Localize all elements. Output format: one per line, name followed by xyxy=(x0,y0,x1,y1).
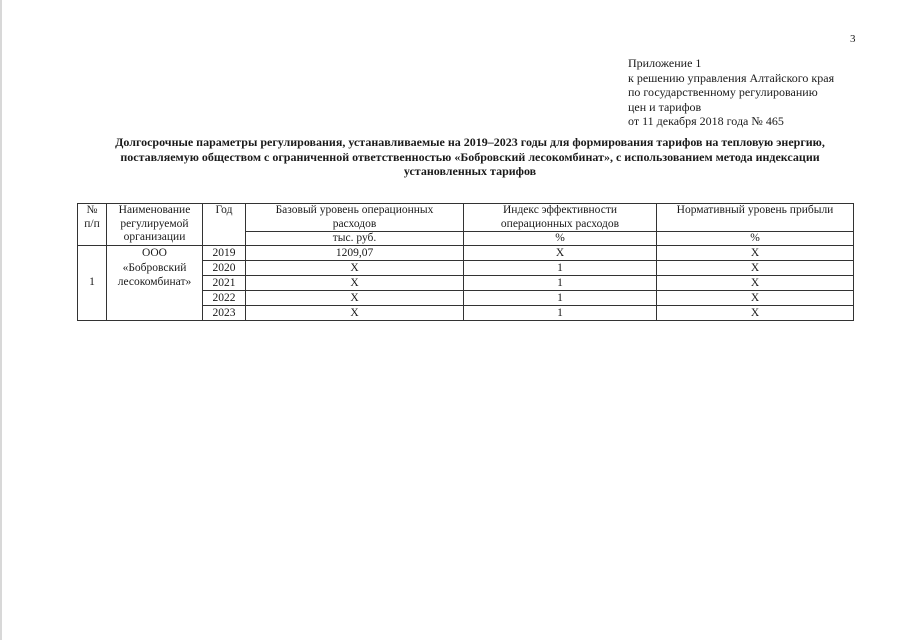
page-number: 3 xyxy=(850,33,856,45)
appendix-block xyxy=(628,56,834,129)
cell-base: X xyxy=(246,306,464,321)
appendix-line: Приложение 1 xyxy=(628,56,702,70)
unit-profit: % xyxy=(657,232,854,246)
cell-index: 1 xyxy=(464,276,657,291)
document-title xyxy=(70,135,870,179)
unit-index: % xyxy=(464,232,657,246)
cell-profit: X xyxy=(657,261,854,276)
cell-year: 2021 xyxy=(203,276,246,291)
appendix-line: цен и тарифов xyxy=(628,99,702,114)
cell-base: X xyxy=(246,276,464,291)
cell-profit: X xyxy=(657,291,854,306)
header-base-line: Базовый уровень операционных xyxy=(275,204,434,216)
cell-year: 2019 xyxy=(203,246,246,261)
header-number xyxy=(78,204,107,246)
title-line: Долгосрочные параметры регулирования, устанавливаемые на 2019–2023 годы для формирования тарифов на тепловую энергию, xyxy=(115,135,825,149)
cell-profit: X xyxy=(657,246,854,261)
cell-index: 1 xyxy=(464,291,657,306)
header-efficiency-index xyxy=(464,204,657,232)
title-line: установленных тарифов xyxy=(403,164,537,178)
cell-year: 2023 xyxy=(203,306,246,321)
organization-name xyxy=(107,246,203,321)
header-organization xyxy=(107,204,203,246)
cell-base: 1209,07 xyxy=(246,246,464,261)
cell-year: 2022 xyxy=(203,291,246,306)
header-organization-line: организации xyxy=(123,231,186,243)
table-row xyxy=(78,246,854,261)
header-base-level xyxy=(246,204,464,232)
scan-edge xyxy=(0,0,2,640)
header-number-line: № xyxy=(86,204,98,216)
header-organization-line: регулируемой xyxy=(120,217,189,230)
appendix-line: к решению управления Алтайского края xyxy=(628,70,835,85)
header-organization-line: Наименование xyxy=(118,204,191,216)
header-index-line: Индекс эффективности xyxy=(502,204,618,216)
header-base-line: расходов xyxy=(332,217,377,230)
parameters-table xyxy=(77,203,854,321)
row-number: 1 xyxy=(78,246,107,321)
cell-profit: X xyxy=(657,306,854,321)
table-header-row xyxy=(78,204,854,232)
cell-base: X xyxy=(246,291,464,306)
organization-line: ООО xyxy=(142,247,167,259)
header-number-line: п/п xyxy=(84,217,100,230)
cell-year: 2020 xyxy=(203,261,246,276)
organization-line: «Бобровский xyxy=(122,261,187,274)
cell-index: 1 xyxy=(464,306,657,321)
cell-index: 1 xyxy=(464,261,657,276)
cell-index: X xyxy=(464,246,657,261)
cell-base: X xyxy=(246,261,464,276)
header-profit-level: Нормативный уровень прибыли xyxy=(657,204,854,232)
appendix-line: от 11 декабря 2018 года № 465 xyxy=(628,114,784,129)
header-index-line: операционных расходов xyxy=(500,217,620,230)
unit-base: тыс. руб. xyxy=(246,232,464,246)
cell-profit: X xyxy=(657,276,854,291)
organization-line: лесокомбинат» xyxy=(117,276,192,288)
header-year: Год xyxy=(203,204,246,246)
appendix-line: по государственному регулированию xyxy=(628,85,818,100)
title-line: поставляемую обществом с ограниченной ответственностью «Бобровский лесокомбинат», с использованием метода индексации xyxy=(120,149,820,164)
